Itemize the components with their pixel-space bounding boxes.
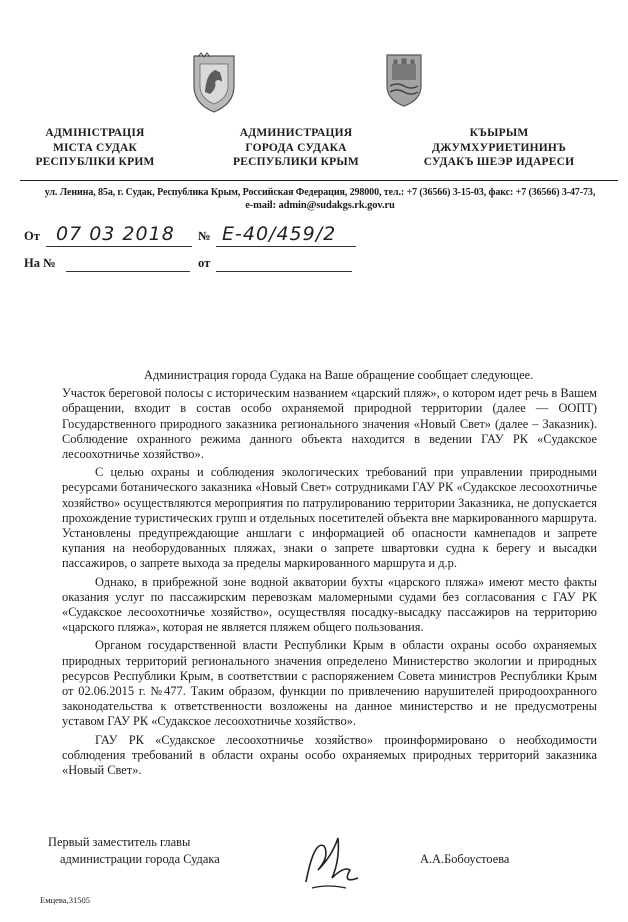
handwritten-signature <box>298 830 368 894</box>
crimea-coat-of-arms <box>188 52 240 114</box>
letter-body <box>62 368 597 781</box>
number-line <box>216 246 356 247</box>
org-ua-line-2: МІСТА СУДАК <box>52 141 138 154</box>
from2-label: от <box>198 256 211 270</box>
number-label: № <box>198 229 211 243</box>
signatory-position <box>48 834 220 868</box>
org-ua-line-1: АДМІНІСТРАЦІЯ <box>45 127 145 139</box>
date-handwritten: 07 03 2018 <box>56 223 175 245</box>
sudak-coat-of-arms <box>384 52 424 108</box>
address-block <box>20 186 620 212</box>
org-crh-line-3: СУДАКЪ ШЕЭР ИДАРЕСИ <box>423 156 575 168</box>
date-line <box>46 246 192 247</box>
paragraph-1: Участок береговой полосы с историческим названием «царский пляж», о котором идет речь в Вашем обращении, входит в состав особо охраняемой природной территории (далее — ООПТ) Государственного природного заказника регионального значения «Новый Свет» (далее – Заказник). Соблюдение охранного режима данного объекта находится в ведении ГАУ РК «Судакское лесоохотничье хозяйство». <box>62 386 597 462</box>
paragraph-4: Органом государственной власти Республики Крым в области охраны особо охраняемых природных территорий регионального значения определено Министерство экологии и природных ресурсов Республики Крым, в соответствии с распоряжением Совета министров Республики Крым от 02.06.2015 г. №477. Таким образом, функции по привлечению нарушителей природоохранного законодательства к ответственности возложены на данное министерство и не предусмотрены уставом ГАУ РК «Судакское лесоохотничье хозяйство». <box>62 638 597 729</box>
incoming-date-label-wrap <box>198 256 210 271</box>
outgoing-requisites <box>24 229 40 244</box>
executor-note: Емцева,31505 <box>40 895 90 905</box>
org-ru-line-2: ГОРОДА СУДАКА <box>245 141 347 154</box>
incoming-requisites <box>24 256 56 271</box>
org-ua-line-3: РЕСПУБЛІКИ КРИМ <box>35 156 155 168</box>
position-line-1: Первый заместитель главы <box>48 835 191 849</box>
from-label: От <box>24 229 40 243</box>
number-handwritten: Е-40/459/2 <box>222 223 337 245</box>
address-line-1: ул. Ленина, 85а, г. Судак, Республика Крым, Российская Федерация, 298000, тел.: +7 (36566) 3-15-03, факс: +7 (36566) 3-47-73, <box>44 187 596 198</box>
number-label-wrap <box>198 229 211 244</box>
paragraph-2: С целью охраны и соблюдения экологических требований при управлении природными ресурсами ботанического заказника «Новый Свет» сотрудниками ГАУ РК «Судакское лесоохотничье хозяйство» осуществляются мероприятия по патрулированию территории Заказника, не допускается прохождение туристических групп и отдельных посетителей объекта вне маркированного маршрута. Установлены предупреждающие аншлаги с информацией об опасности камнепадов и запрете купания на необорудованных пляжах, знаки о запрете швартовки судна к берегу и высадки пассажиров, о запрете выхода за пределы маркированного маршрута и д.р. <box>62 465 597 571</box>
paragraph-intro: Администрация города Судака на Ваше обращение сообщает следующее. <box>144 368 534 382</box>
to-label: На № <box>24 256 56 270</box>
signatory-name: А.А.Бобоустоева <box>420 852 510 866</box>
header-divider <box>20 180 618 181</box>
paragraph-5: ГАУ РК «Судакское лесоохотничье хозяйство» проинформировано о необходимости соблюдения требований в области охраны особо охраняемых природных территорий заказника «Новый Свет». <box>62 732 597 778</box>
incoming-date-line <box>216 271 352 272</box>
org-crh-line-1: КЪЫРЫМ <box>469 127 529 139</box>
org-name-crimean-tatar <box>414 126 584 170</box>
position-line-2: администрации города Судака <box>60 852 220 866</box>
org-name-russian <box>226 126 366 170</box>
incoming-number-line <box>66 271 190 272</box>
org-ru-line-1: АДМИНИСТРАЦИЯ <box>239 127 353 139</box>
paragraph-3: Однако, в прибрежной зоне водной акватории бухты «царского пляжа» имеют место факты оказания услуг по пассажирским перевозкам маломерными судами без согласования с ГАУ РК «Судакское лесоохотничье хозяйство», осуществляя посадку-высадку пассажиров на территорию «царского пляжа», которая не является пляжем общего пользования. <box>62 574 597 635</box>
org-name-ukrainian <box>30 126 160 170</box>
org-crh-line-2: ДЖУМХУРИЕТИНИНЪ <box>431 141 567 154</box>
org-ru-line-3: РЕСПУБЛИКИ КРЫМ <box>233 156 359 168</box>
address-line-2: e-mail: admin@sudakgs.rk.gov.ru <box>245 200 395 211</box>
